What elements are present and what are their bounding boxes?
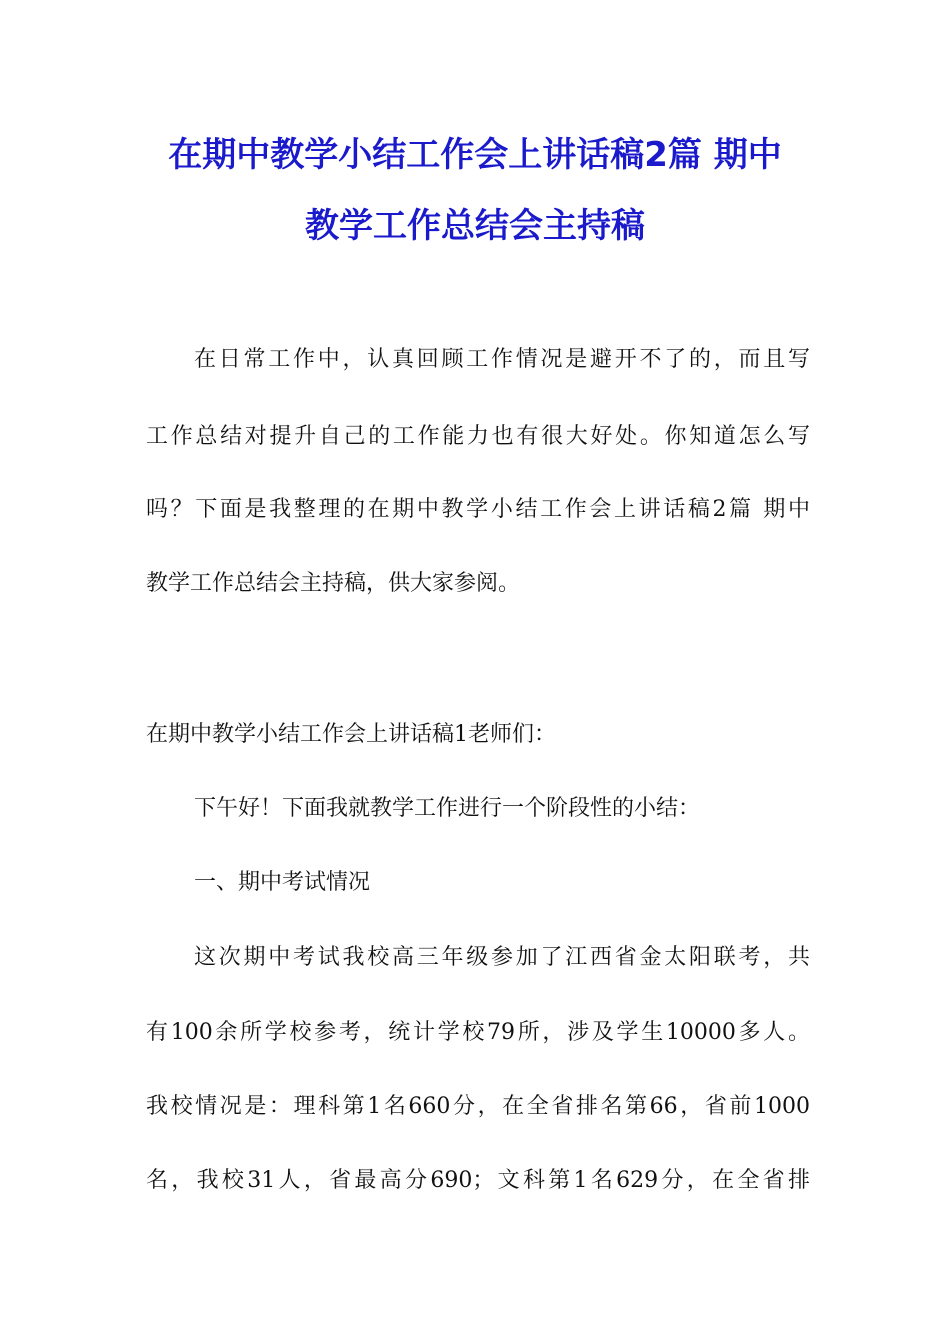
intro-paragraph-line-4: 教学工作总结会主持稿，供大家参阅。 xyxy=(146,571,521,596)
body-paragraph-line-1: 这次期中考试我校高三年级参加了江西省金太阳联考，共 xyxy=(194,945,810,970)
document-title-line-2: 教学工作总结会主持稿 xyxy=(305,206,645,246)
document-title-line-1: 在期中教学小结工作会上讲话稿2篇 期中 xyxy=(168,135,782,175)
intro-paragraph-line-2: 工作总结对提升自己的工作能力也有很大好处。你知道怎么写 xyxy=(146,424,810,449)
body-paragraph-line-4: 名，我校31人，省最高分690；文科第1名629分，在全省排 xyxy=(146,1168,810,1193)
body-paragraph-line-3: 我校情况是：理科第1名660分，在全省排名第66，省前1000 xyxy=(146,1094,810,1119)
greeting-line: 下午好！下面我就教学工作进行一个阶段性的小结： xyxy=(194,796,701,821)
intro-paragraph-line-3: 吗？下面是我整理的在期中教学小结工作会上讲话稿2篇 期中 xyxy=(146,497,810,522)
section-1-heading: 一、期中考试情况 xyxy=(194,870,371,895)
body-paragraph-line-2: 有100余所学校参考，统计学校79所，涉及学生10000多人。 xyxy=(146,1020,810,1045)
speech-1-heading: 在期中教学小结工作会上讲话稿1老师们： xyxy=(146,722,556,747)
intro-paragraph-line-1: 在日常工作中，认真回顾工作情况是避开不了的，而且写 xyxy=(194,347,810,372)
